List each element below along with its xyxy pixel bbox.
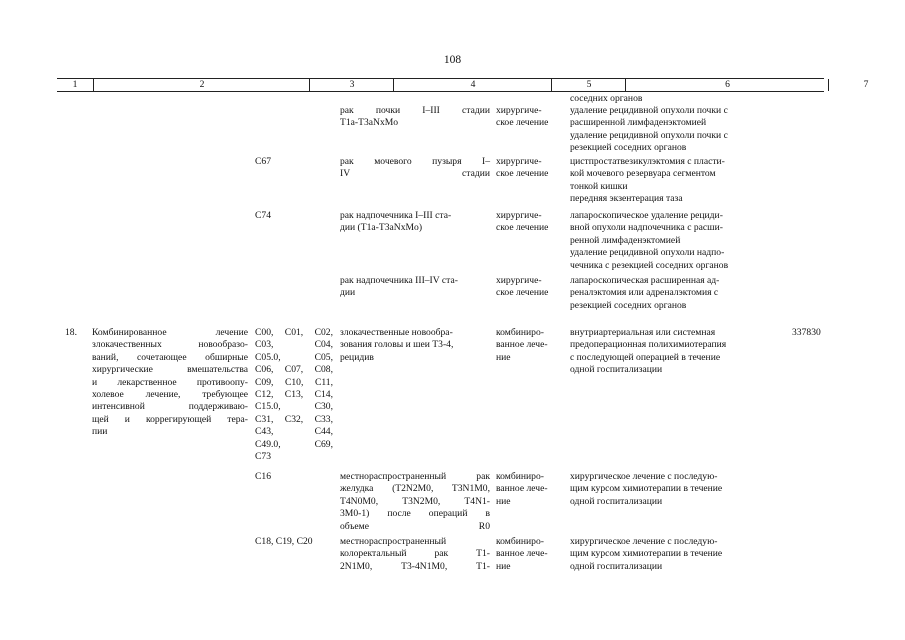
- page-number: 108: [443, 54, 462, 66]
- column-header-7: 7: [828, 79, 903, 91]
- diagnosis-code-cell: C18, C19, C20: [255, 536, 313, 547]
- column-header-1: 1: [72, 79, 78, 90]
- treatment-cell: хирургиче- ское лечение: [496, 210, 549, 234]
- methods-cell: соседних органов: [570, 93, 643, 104]
- treatment-cell: комбиниро- ванное лече- ние: [496, 327, 548, 363]
- column-header-row: [57, 78, 869, 92]
- methods-cell: лапароскопическое удаление рециди- вной опухоли надпочечника с расши- ренной лимфаденэктомией удаление рецидивной опухоли надпо- чечника с резекцией соседних органов: [570, 210, 729, 271]
- column-header-5: 5: [551, 79, 626, 91]
- methods-cell: внутриартериальная или системная предоперационная полихимиотерапия с последующей операцией в течение одной госпитализации: [570, 327, 727, 376]
- treatment-cell: комбиниро- ванное лече- ние: [496, 471, 548, 507]
- condition-cell: рак надпочечника III–IV ста- дии: [340, 275, 458, 299]
- condition-cell: рак надпочечника I–III ста- дии (T1a-T3aNxMo): [340, 210, 452, 234]
- treatment-cell: хирургиче- ское лечение: [496, 156, 549, 180]
- diagnosis-code-cell: C00, C01, C02, C03, C04, C05.0, C05, C06, C07, C08, C09, C10, C11, C12, C13, C14, C15.0, C30, C31, C32, C33, C43, C44, C49.0, C69, C73: [255, 327, 333, 463]
- condition-cell: рак мочевого пузыря I– IV стадии: [340, 156, 490, 180]
- methods-cell: хирургическое лечение с последую- щим курсом химиотерапии в течение одной госпитализации: [570, 536, 723, 572]
- column-header-4: 4: [393, 79, 552, 91]
- diagnosis-code-cell: C16: [255, 471, 271, 482]
- methods-cell: цистпростатвезикулэктомия с пласти- кой мочевого резервуара сегментом тонкой кишки передняя экзентерация таза: [570, 156, 725, 205]
- condition-cell: местнораспространенный колоректальный рак T1- 2N1M0, T3-4N1M0, T1-: [340, 536, 490, 572]
- condition-cell: местнораспространенный рак желудка (T2N2M0, T3N1M0, T4N0M0, T3N2M0, T4N1- 3M0-1) после операций в объеме R0: [340, 471, 490, 532]
- treatment-cell: хирургиче- ское лечение: [496, 275, 549, 299]
- column-header-3: 3: [309, 79, 394, 91]
- column-header-2: 2: [93, 79, 310, 91]
- column-header-6: 6: [625, 79, 829, 91]
- methods-cell: удаление рецидивной опухоли почки с расширенной лимфаденэктомией удаление рецидивной опухоли почки с резекцией соседних органов: [570, 105, 728, 154]
- diagnosis-code-cell: C74: [255, 210, 271, 221]
- cost-cell: 337830: [792, 327, 821, 338]
- treatment-cell: хирургиче- ское лечение: [496, 105, 549, 129]
- condition-cell: рак почки I–III стадии T1a-T3aNxMo: [340, 105, 490, 129]
- row-number-cell: 18.: [65, 327, 77, 338]
- diagnosis-code-cell: C67: [255, 156, 271, 167]
- care-type-cell: Комбинированное лечение злокачественных новообразо- ваний, сочетающее обширные хирургические вмешательства и лекарственное противоопу- холевое лечение, требующее интенсивной поддерживаю- щей и коррегирующей тера- пии: [92, 327, 248, 438]
- condition-cell: злокачественные новообра- зования головы и шеи T3-4, рецидив: [340, 327, 454, 363]
- treatment-cell: комбиниро- ванное лече- ние: [496, 536, 548, 572]
- methods-cell: хирургическое лечение с последую- щим курсом химиотерапии в течение одной госпитализации: [570, 471, 723, 507]
- methods-cell: лапароскопическая расширенная ад- реналэктомия или адреналэктомия с резекцией соседних органов: [570, 275, 720, 311]
